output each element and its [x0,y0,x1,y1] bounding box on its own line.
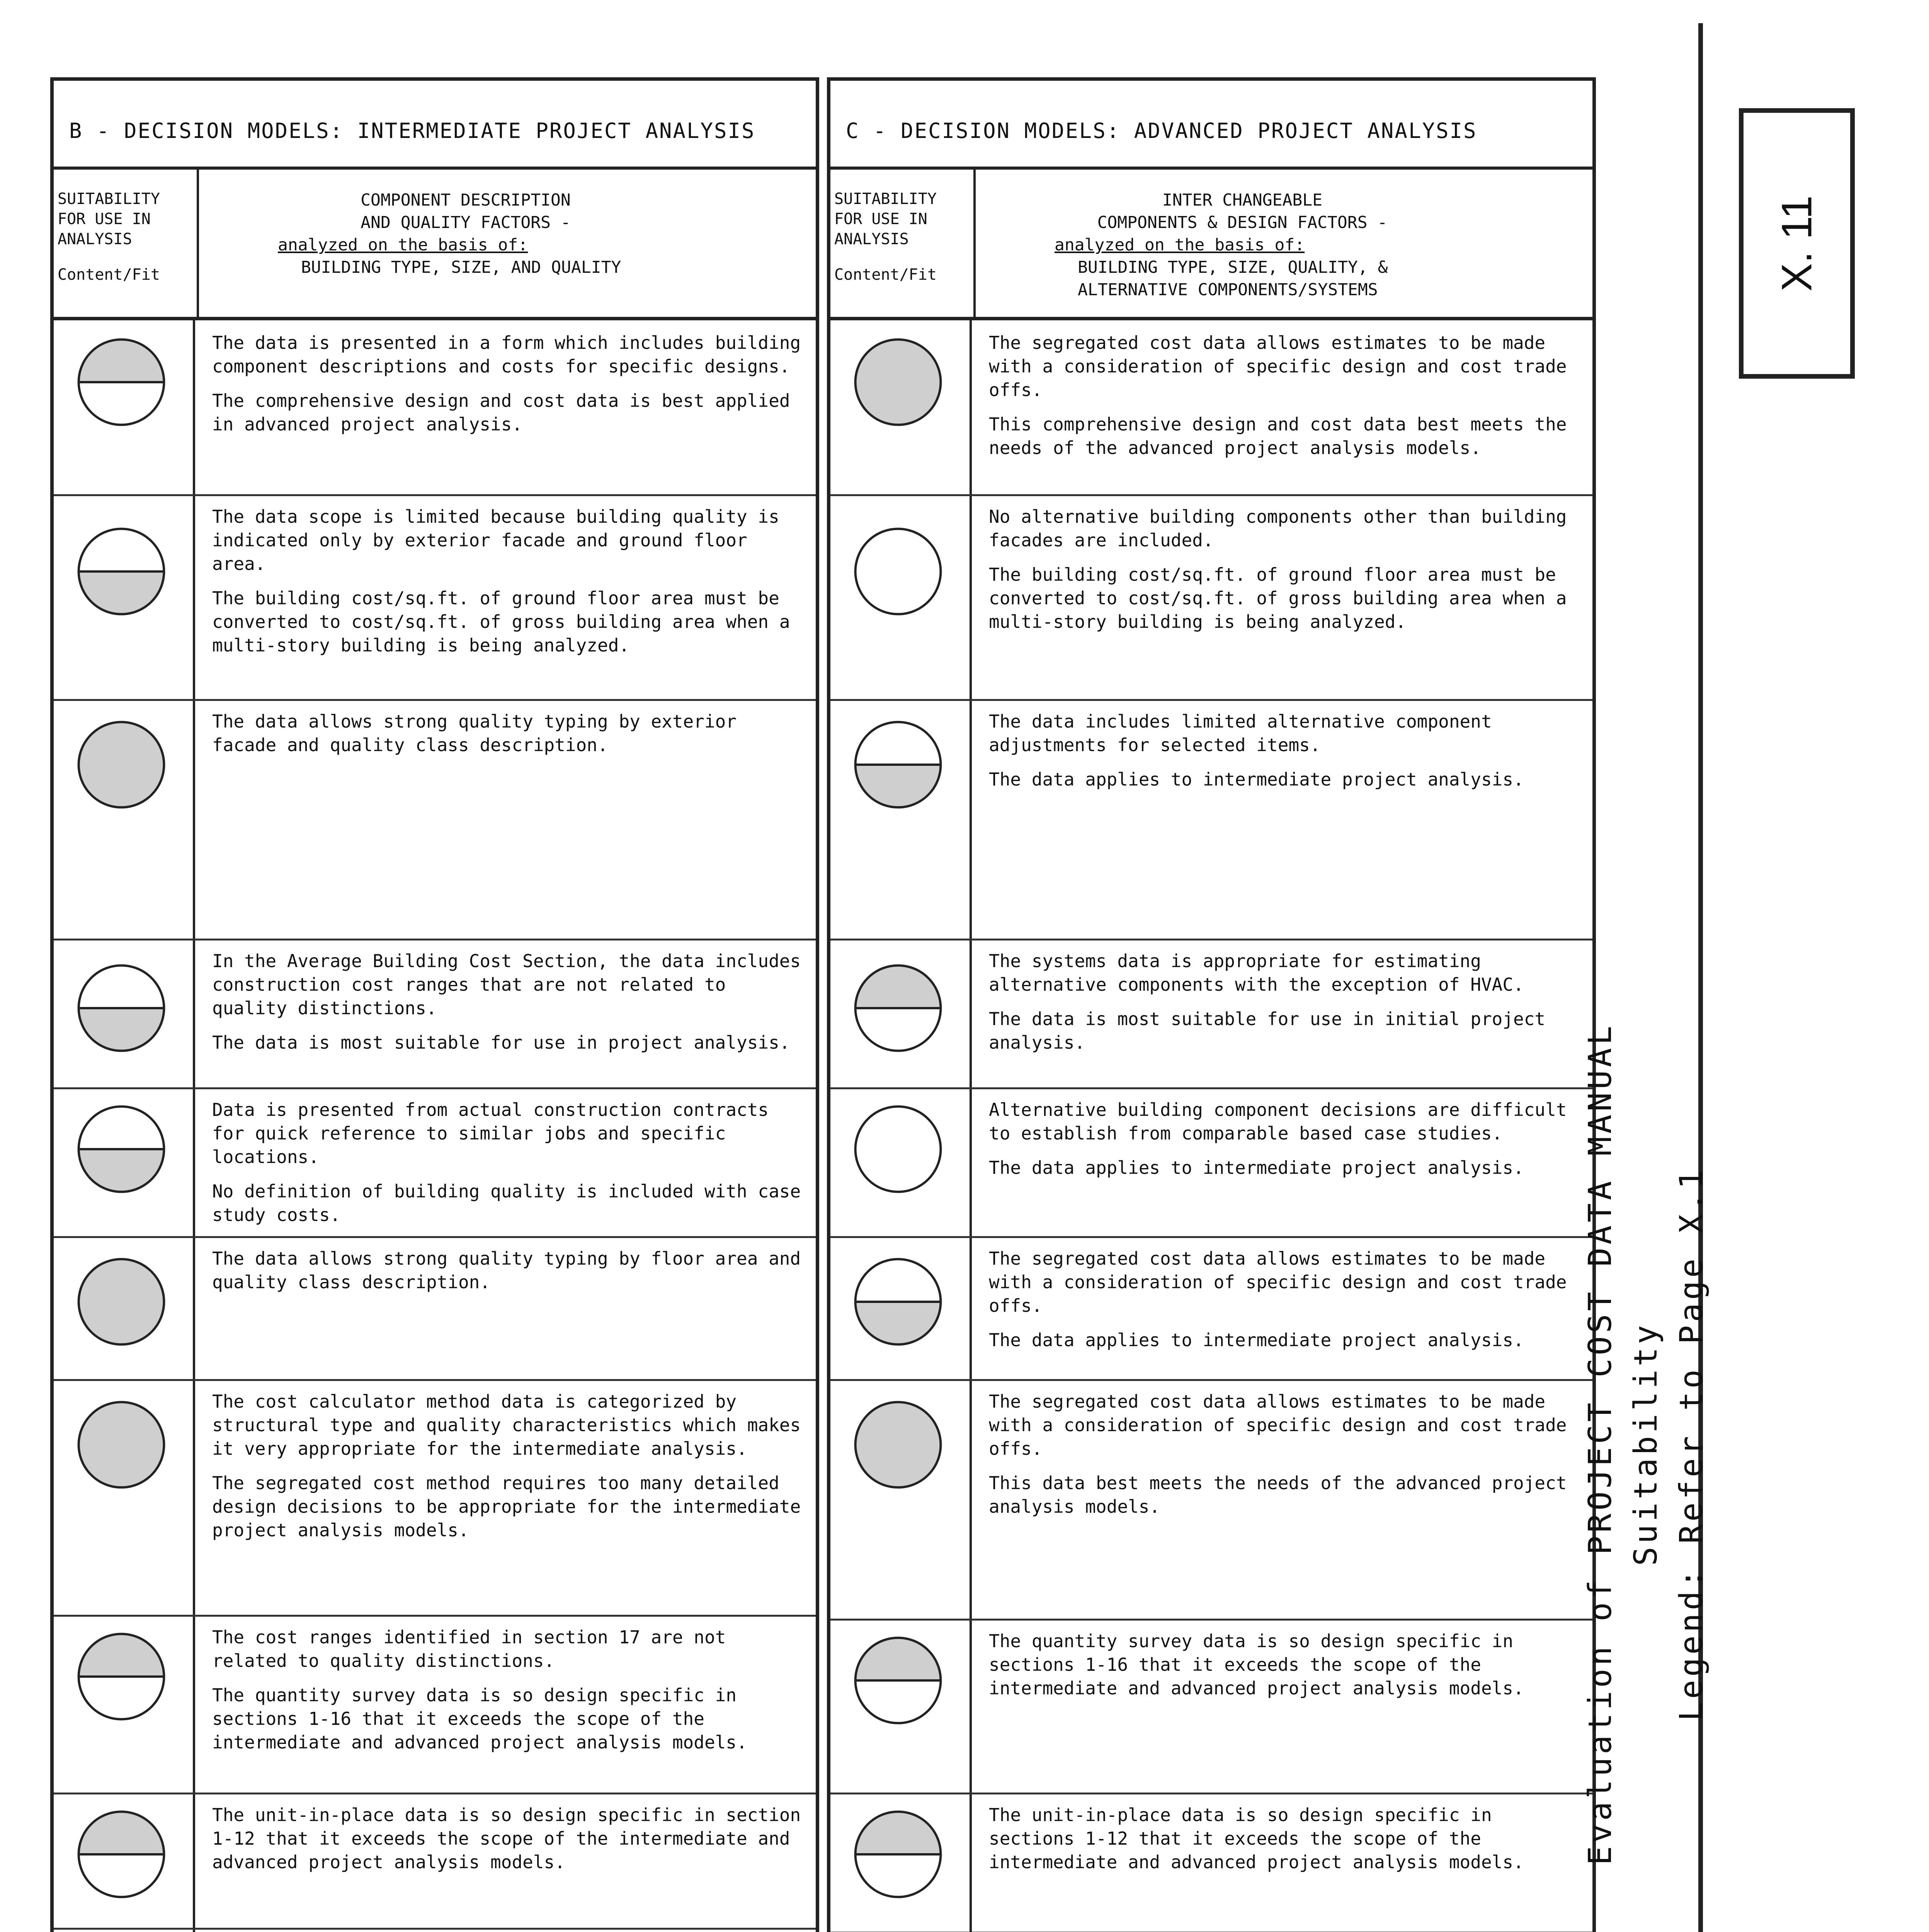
description-paragraph: The data allows strong quality typing by floor area and quality class description. [212,1248,801,1293]
table-row [54,494,816,699]
table-row [54,1615,816,1793]
suitability-rating-icon [852,718,944,811]
suitability-rating-icon [852,1808,944,1901]
row-divider [54,1236,816,1238]
description-paragraph: No definition of building quality is included with case study costs. [212,1181,801,1225]
description-paragraph: This data best meets the needs of the advanced project analysis models. [989,1473,1567,1517]
suitability-rating-icon [75,336,168,429]
description-paragraph: The quantity survey data is so design specific in sections 1-16 that it exceeds the scope of the intermediate and advanced project analysis models. [989,1631,1524,1699]
row-divider [830,1619,1592,1621]
row-description [212,1626,804,1765]
side-title: Evaluation of PROJECT COST DATA MANUAL Suitability Legend: Refer to Page X.1 [1582,1023,1710,1865]
description-header: INTER CHANGEABLE COMPONENTS & DESIGN FACTORS - analyzed on the basis of: BUILDING TYPE, SIZE, QUALITY, & ALTERNATIVE COMPONENTS/SYSTEMS [1055,190,1388,299]
row-description [989,1390,1581,1529]
suitability-rating-icon [75,718,168,811]
description-paragraph: The data scope is limited because building quality is indicated only by exterior facade and ground floor area. [212,506,779,574]
panel-advanced-analysis [827,77,1596,1932]
description-paragraph: The building cost/sq.ft. of ground floor area must be converted to cost/sq.ft. of gross building area when a multi-story building is being analyzed. [212,588,790,656]
table-row [54,699,816,939]
row-divider [830,1379,1592,1381]
suitability-header: SUITABILITY FOR USE IN ANALYSIS Content/Fit [58,190,160,284]
description-paragraph: The data allows strong quality typing by exterior facade and quality class description. [212,711,737,755]
table-row [54,1379,816,1615]
suitability-rating-icon [852,336,944,429]
suitability-rating-icon [75,1398,168,1491]
description-paragraph: This comprehensive design and cost data best meets the needs of the advanced project analysis models. [989,414,1567,458]
suitability-rating-icon [75,1808,168,1901]
description-paragraph: The unit-in-place data is so design specific in sections 1-12 that it exceeds the scope of the intermediate and advanced project analysis models. [989,1804,1524,1872]
row-description [212,949,804,1065]
row-divider [830,1087,1592,1089]
page-number: X. 11 [1773,195,1821,292]
description-paragraph: The unit-in-place data is so design specific in section 1-12 that it exceeds the scope of the intermediate and advanced project analysis models. [212,1804,801,1872]
description-paragraph: The data is most suitable for use in project analysis. [212,1032,790,1053]
row-description [989,1247,1581,1363]
description-paragraph: The segregated cost data allows estimates to be made with a consideration of specific design and cost trade offs. [989,1248,1567,1316]
panel-title: C - DECISION MODELS: ADVANCED PROJECT ANALYSIS [830,81,1592,170]
table-row [54,939,816,1087]
suitability-rating-icon [75,1255,168,1348]
suitability-rating-icon [852,1255,944,1348]
row-divider [54,939,816,940]
column-header [54,170,816,320]
panel-intermediate-analysis [50,77,819,1932]
row-description [989,1803,1581,1885]
description-paragraph: The cost ranges identified in section 17 are not related to quality distinctions. [212,1627,726,1671]
row-divider [54,1793,816,1794]
description-header: COMPONENT DESCRIPTION AND QUALITY FACTORS - analyzed on the basis of: BUILDING TYPE, SIZE, AND QUALITY [278,190,621,277]
description-paragraph: The segregated cost method requires too many detailed design decisions to be appropriate for the intermediate project analysis models. [212,1473,801,1541]
row-description [212,1803,804,1885]
description-paragraph: The segregated cost data allows estimates to be made with a consideration of specific design and cost trade offs. [989,332,1567,400]
suitability-rating-icon [75,1103,168,1196]
table-row [830,699,1592,939]
table-row [830,1619,1592,1793]
table-row [830,1236,1592,1379]
description-paragraph: In the Average Building Cost Section, the data includes construction cost ranges that are not related to quality distinctions. [212,951,801,1019]
row-divider [54,699,816,701]
description-paragraph: The building cost/sq.ft. of ground floor area must be converted to cost/sq.ft. of gross building area when a multi-story building is being analyzed. [989,564,1567,632]
row-description [989,949,1581,1065]
row-description [989,505,1581,645]
description-paragraph: The systems data is appropriate for estimating alternative components with the exception of HVAC. [989,951,1524,995]
description-paragraph: The segregated cost data allows estimates to be made with a consideration of specific design and cost trade offs. [989,1391,1567,1459]
description-paragraph: Data is presented from actual construction contracts for quick reference to similar jobs and specific locations. [212,1099,769,1167]
row-divider [830,494,1592,496]
table-row [830,939,1592,1087]
description-paragraph: The data is most suitable for use in initial project analysis. [989,1009,1546,1053]
description-paragraph: The cost calculator method data is categorized by structural type and quality characteristics which makes it very appropriate for the intermediate analysis. [212,1391,801,1459]
row-divider [54,1379,816,1381]
row-description [989,1098,1581,1190]
suitability-header: SUITABILITY FOR USE IN ANALYSIS Content/Fit [834,190,937,284]
row-divider [54,1928,816,1930]
table-row [54,1236,816,1379]
table-row [830,1087,1592,1236]
row-divider [830,939,1592,940]
row-description [212,710,804,768]
table-row [54,1928,816,1932]
suitability-rating-icon [852,1634,944,1727]
suitability-rating-icon [852,1103,944,1196]
row-divider [54,494,816,496]
suitability-rating-icon [75,525,168,618]
suitability-rating-icon [75,1630,168,1723]
description-paragraph: The data applies to intermediate project analysis. [989,769,1524,790]
table-row [54,1793,816,1928]
row-description [212,331,804,447]
table-row [830,320,1592,494]
page-number-box [1739,108,1855,379]
description-paragraph: No alternative building components other than building facades are included. [989,506,1567,551]
panel-title: B - DECISION MODELS: INTERMEDIATE PROJECT ANALYSIS [54,81,816,170]
rows-container [830,320,1592,1932]
suitability-rating-icon [852,1398,944,1491]
suitability-rating-icon [75,962,168,1054]
table-row [830,494,1592,699]
description-paragraph: Alternative building component decisions are difficult to establish from comparable based case studies. [989,1099,1567,1144]
table-row [830,1793,1592,1932]
table-row [54,320,816,494]
row-description [212,505,804,668]
column-header [830,170,1592,320]
row-description [989,710,1581,802]
description-paragraph: The data applies to intermediate project analysis. [989,1330,1524,1350]
description-paragraph: The quantity survey data is so design specific in sections 1-16 that it exceeds the scope of the intermediate and advanced project analysis models. [212,1685,747,1753]
row-divider [830,699,1592,701]
row-description [212,1247,804,1305]
row-divider [54,1615,816,1617]
description-paragraph: The data includes limited alternative component adjustments for selected items. [989,711,1492,755]
suitability-rating-icon [852,962,944,1054]
suitability-rating-icon [852,525,944,618]
row-divider [54,1087,816,1089]
row-description [212,1098,804,1238]
description-paragraph: The data is presented in a form which includes building component descriptions and costs for specific designs. [212,332,801,377]
description-paragraph: The comprehensive design and cost data is best applied in advanced project analysis. [212,390,790,435]
row-divider [830,1793,1592,1794]
row-divider [830,1236,1592,1238]
row-description [989,1629,1581,1711]
rows-container [54,320,816,1932]
row-description [212,1390,804,1553]
description-paragraph: The data applies to intermediate project analysis. [989,1157,1524,1178]
table-row [830,1379,1592,1619]
row-description [989,331,1581,471]
table-row [54,1087,816,1236]
